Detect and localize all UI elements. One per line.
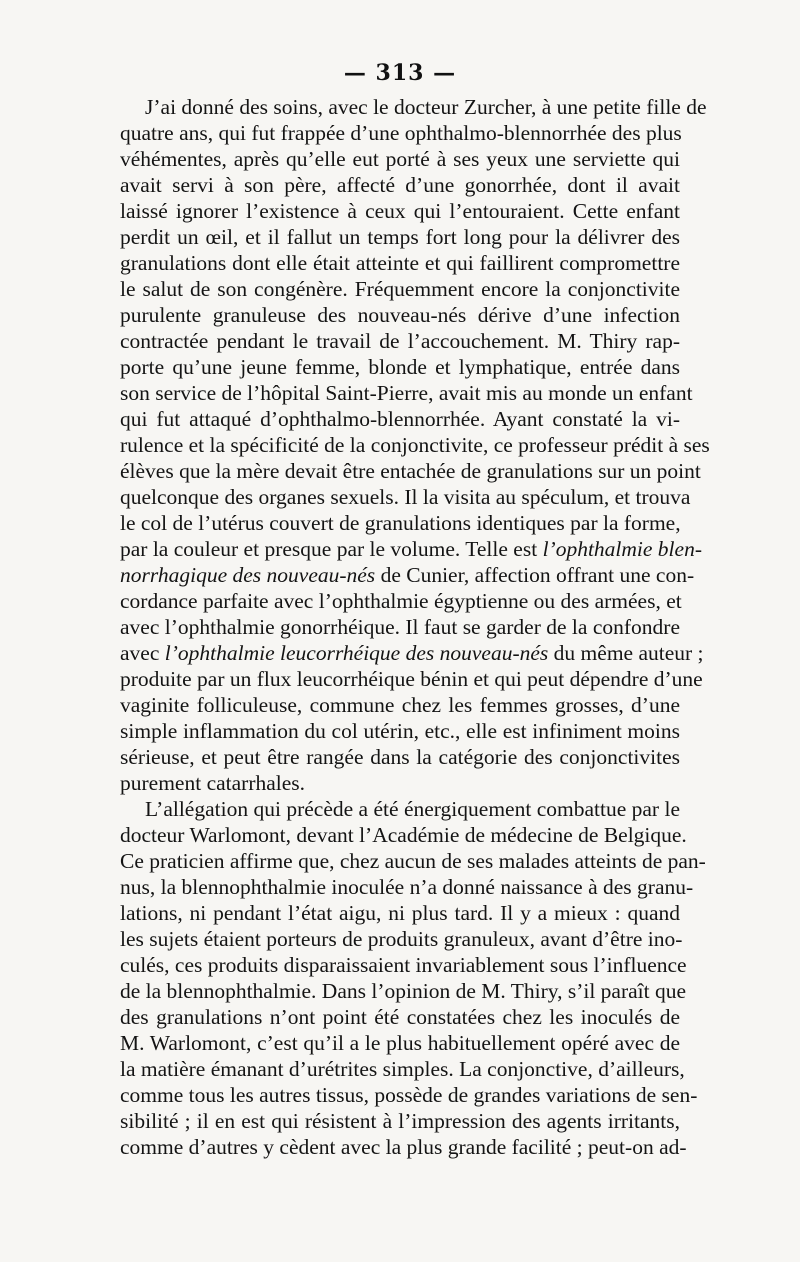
text-line: son service de l’hôpital Saint-Pierre, avait mis au monde un enfant (120, 381, 693, 405)
text-line (120, 536, 702, 562)
text-line: de la blennophthalmie. Dans l’opinion de M. Thiry, s’il paraît que (120, 979, 687, 1003)
text-line: J’ai donné des soins, avec le docteur Zurcher, à une petite fille de (145, 95, 707, 119)
italic-term: l’ophthalmie blen- (542, 537, 702, 561)
text-line (120, 562, 695, 588)
text-line: purement catarrhales. (120, 771, 306, 795)
text-line: des granulations n’ont point été constatées chez les inoculés de (120, 1005, 680, 1029)
text-line: porte qu’une jeune femme, blonde et lymphatique, entrée dans (120, 355, 680, 379)
text-line: véhémentes, après qu’elle eut porté à ses yeux une serviette qui (120, 147, 680, 171)
italic-term: norrhagique des nouveau-nés (120, 563, 376, 587)
text-line: quelconque des organes sexuels. Il la visita au spéculum, et trouva (120, 485, 691, 509)
text-line: purulente granuleuse des nouveau-nés dérive d’une infection (120, 303, 680, 327)
text-line: granulations dont elle était atteinte et qui faillirent compromettre (120, 251, 680, 275)
text-line: culés, ces produits disparaissaient invariablement sous l’influence (120, 953, 687, 977)
text-line: sibilité ; il en est qui résistent à l’impression des agents irritants, (120, 1109, 680, 1133)
text-segment: avec (120, 641, 160, 665)
text-line: élèves que la mère devait être entachée de granulations sur un point (120, 459, 701, 483)
text-line: nus, la blennophthalmie inoculée n’a donné naissance à des granu- (120, 875, 694, 899)
text-line: Ce praticien affirme que, chez aucun de ses malades atteints de pan- (120, 849, 706, 873)
text-line: cordance parfaite avec l’ophthalmie égyptienne ou des armées, et (120, 589, 682, 613)
text-line: rulence et la spécificité de la conjonctivite, ce professeur prédit à ses (120, 433, 710, 457)
text-line: sérieuse, et peut être rangée dans la catégorie des conjonctivites (120, 745, 680, 769)
text-line: contractée pendant le travail de l’accouchement. M. Thiry rap- (120, 329, 680, 353)
text-line: la matière émanant d’urétrites simples. La conjonctive, d’ailleurs, (120, 1057, 685, 1081)
text-line: produite par un flux leucorrhéique bénin et qui peut dépendre d’une (120, 667, 703, 691)
text-line: avait servi à son père, affecté d’une gonorrhée, dont il avait (120, 173, 680, 197)
text-line: les sujets étaient porteurs de produits granuleux, avant d’être ino- (120, 927, 683, 951)
text-segment: par la couleur et presque par le volume. Telle est (120, 537, 538, 561)
text-line: perdit un œil, et il fallut un temps fort long pour la délivrer des (120, 225, 680, 249)
text-line: lations, ni pendant l’état aigu, ni plus tard. Il y a mieux : quand (120, 901, 680, 925)
text-line: laissé ignorer l’existence à ceux qui l’entouraient. Cette enfant (120, 199, 680, 223)
italic-term: l’ophthalmie leucorrhéique des nouveau-nés (164, 641, 549, 665)
text-line: vaginite folliculeuse, commune chez les femmes grosses, d’une (120, 693, 680, 717)
text-line: comme tous les autres tissus, possède de grandes variations de sen- (120, 1083, 698, 1107)
text-line: M. Warlomont, c’est qu’il a le plus habituellement opéré avec de (120, 1031, 680, 1055)
text-line: L’allégation qui précède a été énergiquement combattue par le (145, 797, 680, 821)
text-line: simple inflammation du col utérin, etc., elle est infiniment moins (120, 719, 680, 743)
text-line: avec l’ophthalmie gonorrhéique. Il faut se garder de la confondre (120, 615, 680, 639)
text-line: comme d’autres y cèdent avec la plus grande facilité ; peut-on ad- (120, 1135, 687, 1159)
text-line (120, 640, 704, 666)
text-line: docteur Warlomont, devant l’Académie de médecine de Belgique. (120, 823, 687, 847)
text-segment: de Cunier, affection offrant une con- (380, 563, 695, 587)
text-line: le col de l’utérus couvert de granulations identiques par la forme, (120, 511, 681, 535)
page-number: — 313 — (343, 60, 457, 86)
text-segment: du même auteur ; (553, 641, 704, 665)
text-line: qui fut attaqué d’ophthalmo-blennorrhée. Ayant constaté la vi- (120, 407, 680, 431)
text-line: quatre ans, qui fut frappée d’une ophthalmo-blennorrhée des plus (120, 121, 682, 145)
text-line: le salut de son congénère. Fréquemment encore la conjonctivite (120, 277, 680, 301)
